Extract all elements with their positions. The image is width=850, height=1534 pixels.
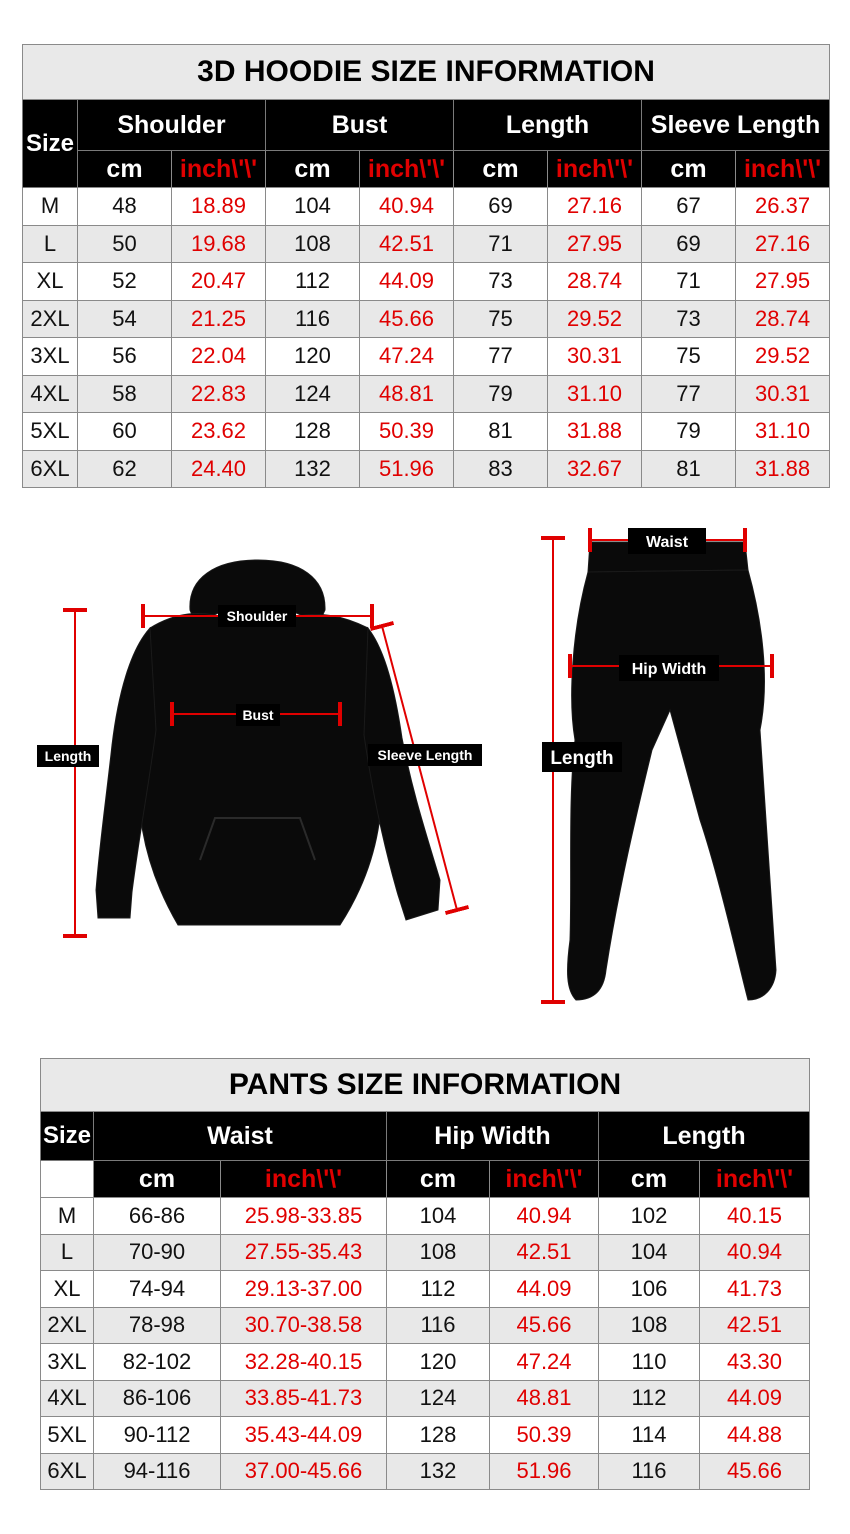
- cm-value-cell: 112: [266, 263, 360, 301]
- inch-value-cell: 40.94: [490, 1198, 599, 1235]
- cm-value-cell: 58: [78, 375, 172, 413]
- cm-value-cell: 81: [454, 413, 548, 451]
- cm-value-cell: 104: [266, 188, 360, 226]
- size-cell: M: [23, 188, 78, 226]
- size-cell: L: [41, 1234, 94, 1271]
- cm-value-cell: 116: [599, 1453, 700, 1490]
- inch-value-cell: 42.51: [700, 1307, 810, 1344]
- cm-value-cell: 108: [387, 1234, 490, 1271]
- inch-value-cell: 47.24: [490, 1344, 599, 1381]
- inch-value-cell: 32.67: [548, 450, 642, 488]
- cm-value-cell: 69: [454, 188, 548, 226]
- cm-value-cell: 120: [266, 338, 360, 376]
- inch-value-cell: 51.96: [490, 1453, 599, 1490]
- inch-value-cell: 27.16: [548, 188, 642, 226]
- inch-value-cell: 23.62: [172, 413, 266, 451]
- inch-value-cell: 28.74: [548, 263, 642, 301]
- table-row: [41, 1198, 810, 1235]
- inch-value-cell: 26.37: [736, 188, 830, 226]
- inch-value-cell: 31.10: [548, 375, 642, 413]
- inch-value-cell: 31.88: [736, 450, 830, 488]
- inch-value-cell: 42.51: [360, 225, 454, 263]
- size-cell: 5XL: [23, 413, 78, 451]
- cm-value-cell: 62: [78, 450, 172, 488]
- waist-tag: [628, 528, 706, 554]
- cm-value-cell: 77: [454, 338, 548, 376]
- cm-value-cell: 132: [266, 450, 360, 488]
- waist-tag-text: Waist: [645, 534, 689, 551]
- cm-value-cell: 110: [599, 1344, 700, 1381]
- hoodie-right-sleeve: [364, 628, 440, 920]
- cm-value-cell: 120: [387, 1344, 490, 1381]
- cm-value-cell: 116: [387, 1307, 490, 1344]
- cm-value-cell: 112: [387, 1271, 490, 1308]
- inch-value-cell: 45.66: [490, 1307, 599, 1344]
- inch-value-cell: 22.04: [172, 338, 266, 376]
- size-cell: M: [41, 1198, 94, 1235]
- length-tag: [37, 745, 99, 767]
- cm-value-cell: 102: [599, 1198, 700, 1235]
- pants-header-size: Size: [41, 1112, 94, 1161]
- inch-value-cell: 50.39: [490, 1417, 599, 1454]
- cm-value-cell: 108: [266, 225, 360, 263]
- pants-length-tag-text: Length: [550, 748, 614, 769]
- cm-value-cell: 124: [266, 375, 360, 413]
- hoodie-body: [138, 613, 382, 925]
- inch-value-cell: 44.09: [700, 1380, 810, 1417]
- garment-measurement-diagram: [0, 500, 850, 1040]
- size-cell: 2XL: [41, 1307, 94, 1344]
- cm-value-cell: 106: [599, 1271, 700, 1308]
- inch-value-cell: 40.15: [700, 1198, 810, 1235]
- cm-value-cell: 77: [642, 375, 736, 413]
- inch-value-cell: 20.47: [172, 263, 266, 301]
- unit-cm-label: cm: [78, 151, 172, 188]
- cm-value-cell: 116: [266, 300, 360, 338]
- unit-inch-label: inch\'\': [221, 1161, 387, 1198]
- inch-value-cell: 45.66: [360, 300, 454, 338]
- size-cell: 2XL: [23, 300, 78, 338]
- cm-value-cell: 73: [642, 300, 736, 338]
- size-cell: 4XL: [23, 375, 78, 413]
- table-row: [41, 1271, 810, 1308]
- cm-value-cell: 71: [454, 225, 548, 263]
- cm-value-cell: 56: [78, 338, 172, 376]
- cm-value-cell: 79: [642, 413, 736, 451]
- pants-table-body: [41, 1198, 810, 1490]
- inch-value-cell: 44.09: [490, 1271, 599, 1308]
- size-cell: L: [23, 225, 78, 263]
- unit-cm-label: cm: [94, 1161, 221, 1198]
- pants-header-hip-width: Hip Width: [387, 1112, 599, 1161]
- cm-value-cell: 71: [642, 263, 736, 301]
- cm-value-cell: 82-102: [94, 1344, 221, 1381]
- inch-value-cell: 19.68: [172, 225, 266, 263]
- inch-value-cell: 24.40: [172, 450, 266, 488]
- inch-value-cell: 31.10: [736, 413, 830, 451]
- cm-value-cell: 66-86: [94, 1198, 221, 1235]
- cm-value-cell: 74-94: [94, 1271, 221, 1308]
- unit-inch-label: inch\'\': [360, 151, 454, 188]
- cm-value-cell: 78-98: [94, 1307, 221, 1344]
- size-cell: 4XL: [41, 1380, 94, 1417]
- cm-value-cell: 114: [599, 1417, 700, 1454]
- table-row: [23, 413, 830, 451]
- table-row: [41, 1417, 810, 1454]
- inch-value-cell: 48.81: [490, 1380, 599, 1417]
- hoodie-size-table: [22, 44, 830, 488]
- table-row: [41, 1453, 810, 1490]
- cm-value-cell: 86-106: [94, 1380, 221, 1417]
- pants-length-tag: [542, 742, 622, 772]
- inch-value-cell: 29.52: [736, 338, 830, 376]
- table-row: [23, 188, 830, 226]
- inch-value-cell: 31.88: [548, 413, 642, 451]
- size-cell: 6XL: [23, 450, 78, 488]
- hoodie-header-bust: Bust: [266, 100, 454, 151]
- inch-value-cell: 29.13-37.00: [221, 1271, 387, 1308]
- inch-value-cell: 50.39: [360, 413, 454, 451]
- cm-value-cell: 67: [642, 188, 736, 226]
- unit-inch-label: inch\'\': [736, 151, 830, 188]
- unit-inch-label: inch\'\': [490, 1161, 599, 1198]
- inch-value-cell: 27.16: [736, 225, 830, 263]
- cm-value-cell: 75: [642, 338, 736, 376]
- inch-value-cell: 33.85-41.73: [221, 1380, 387, 1417]
- cm-value-cell: 94-116: [94, 1453, 221, 1490]
- unit-cm-label: cm: [454, 151, 548, 188]
- cm-value-cell: 108: [599, 1307, 700, 1344]
- size-cell: 6XL: [41, 1453, 94, 1490]
- inch-value-cell: 30.70-38.58: [221, 1307, 387, 1344]
- cm-value-cell: 70-90: [94, 1234, 221, 1271]
- table-row: [41, 1344, 810, 1381]
- inch-value-cell: 21.25: [172, 300, 266, 338]
- hoodie-header-length: Length: [454, 100, 642, 151]
- cm-value-cell: 50: [78, 225, 172, 263]
- inch-value-cell: 41.73: [700, 1271, 810, 1308]
- pants-table-title: PANTS SIZE INFORMATION: [41, 1059, 810, 1112]
- cm-value-cell: 128: [266, 413, 360, 451]
- cm-value-cell: 124: [387, 1380, 490, 1417]
- inch-value-cell: 37.00-45.66: [221, 1453, 387, 1490]
- cm-value-cell: 48: [78, 188, 172, 226]
- size-cell: XL: [23, 263, 78, 301]
- inch-value-cell: 40.94: [700, 1234, 810, 1271]
- unit-cm-label: cm: [266, 151, 360, 188]
- shoulder-tag: [218, 605, 296, 627]
- inch-value-cell: 42.51: [490, 1234, 599, 1271]
- hip-width-tag-text: Hip Width: [631, 661, 707, 678]
- size-cell: 3XL: [23, 338, 78, 376]
- inch-value-cell: 51.96: [360, 450, 454, 488]
- size-cell: XL: [41, 1271, 94, 1308]
- inch-value-cell: 30.31: [736, 375, 830, 413]
- hoodie-header-shoulder: Shoulder: [78, 100, 266, 151]
- inch-value-cell: 25.98-33.85: [221, 1198, 387, 1235]
- size-cell: 5XL: [41, 1417, 94, 1454]
- hoodie-left-sleeve: [96, 628, 156, 918]
- inch-value-cell: 27.55-35.43: [221, 1234, 387, 1271]
- table-row: [41, 1380, 810, 1417]
- inch-value-cell: 30.31: [548, 338, 642, 376]
- unit-cm-label: cm: [387, 1161, 490, 1198]
- cm-value-cell: 112: [599, 1380, 700, 1417]
- inch-value-cell: 44.88: [700, 1417, 810, 1454]
- shoulder-tag-text: Shoulder: [226, 608, 288, 624]
- table-row: [41, 1234, 810, 1271]
- unit-inch-label: inch\'\': [700, 1161, 810, 1198]
- inch-value-cell: 22.83: [172, 375, 266, 413]
- hip-width-tag: [619, 655, 719, 681]
- hoodie-table-body: [23, 188, 830, 488]
- unit-cm-label: cm: [599, 1161, 700, 1198]
- cm-value-cell: 90-112: [94, 1417, 221, 1454]
- inch-value-cell: 47.24: [360, 338, 454, 376]
- pants-body: [568, 570, 776, 1000]
- unit-cm-label: cm: [642, 151, 736, 188]
- cm-value-cell: 60: [78, 413, 172, 451]
- pants-header-length: Length: [599, 1112, 810, 1161]
- inch-value-cell: 18.89: [172, 188, 266, 226]
- cm-value-cell: 79: [454, 375, 548, 413]
- unit-inch-label: inch\'\': [172, 151, 266, 188]
- cm-value-cell: 69: [642, 225, 736, 263]
- inch-value-cell: 40.94: [360, 188, 454, 226]
- inch-value-cell: 43.30: [700, 1344, 810, 1381]
- hoodie-table-title: 3D HOODIE SIZE INFORMATION: [23, 45, 830, 100]
- pants-size-table: [40, 1058, 810, 1490]
- cm-value-cell: 75: [454, 300, 548, 338]
- cm-value-cell: 104: [599, 1234, 700, 1271]
- pants-header-waist: Waist: [94, 1112, 387, 1161]
- inch-value-cell: 45.66: [700, 1453, 810, 1490]
- cm-value-cell: 73: [454, 263, 548, 301]
- table-row: [23, 450, 830, 488]
- inch-value-cell: 27.95: [548, 225, 642, 263]
- bust-tag-text: Bust: [242, 707, 274, 723]
- size-cell: 3XL: [41, 1344, 94, 1381]
- cm-value-cell: 52: [78, 263, 172, 301]
- table-row: [41, 1307, 810, 1344]
- inch-value-cell: 44.09: [360, 263, 454, 301]
- length-tag-text: Length: [44, 748, 92, 764]
- inch-value-cell: 35.43-44.09: [221, 1417, 387, 1454]
- unit-blank-cell: [41, 1161, 94, 1198]
- inch-value-cell: 32.28-40.15: [221, 1344, 387, 1381]
- sleeve-length-tag-text: Sleeve Length: [377, 747, 473, 763]
- cm-value-cell: 132: [387, 1453, 490, 1490]
- table-row: [23, 375, 830, 413]
- inch-value-cell: 29.52: [548, 300, 642, 338]
- cm-value-cell: 83: [454, 450, 548, 488]
- cm-value-cell: 104: [387, 1198, 490, 1235]
- table-row: [23, 225, 830, 263]
- table-row: [23, 263, 830, 301]
- unit-inch-label: inch\'\': [548, 151, 642, 188]
- inch-value-cell: 27.95: [736, 263, 830, 301]
- table-row: [23, 300, 830, 338]
- hoodie-header-sleeve-length: Sleeve Length: [642, 100, 830, 151]
- hoodie-header-size: Size: [23, 100, 78, 188]
- inch-value-cell: 48.81: [360, 375, 454, 413]
- cm-value-cell: 54: [78, 300, 172, 338]
- bust-tag: [236, 704, 280, 726]
- sleeve-length-tag: [368, 744, 482, 766]
- cm-value-cell: 81: [642, 450, 736, 488]
- cm-value-cell: 128: [387, 1417, 490, 1454]
- table-row: [23, 338, 830, 376]
- inch-value-cell: 28.74: [736, 300, 830, 338]
